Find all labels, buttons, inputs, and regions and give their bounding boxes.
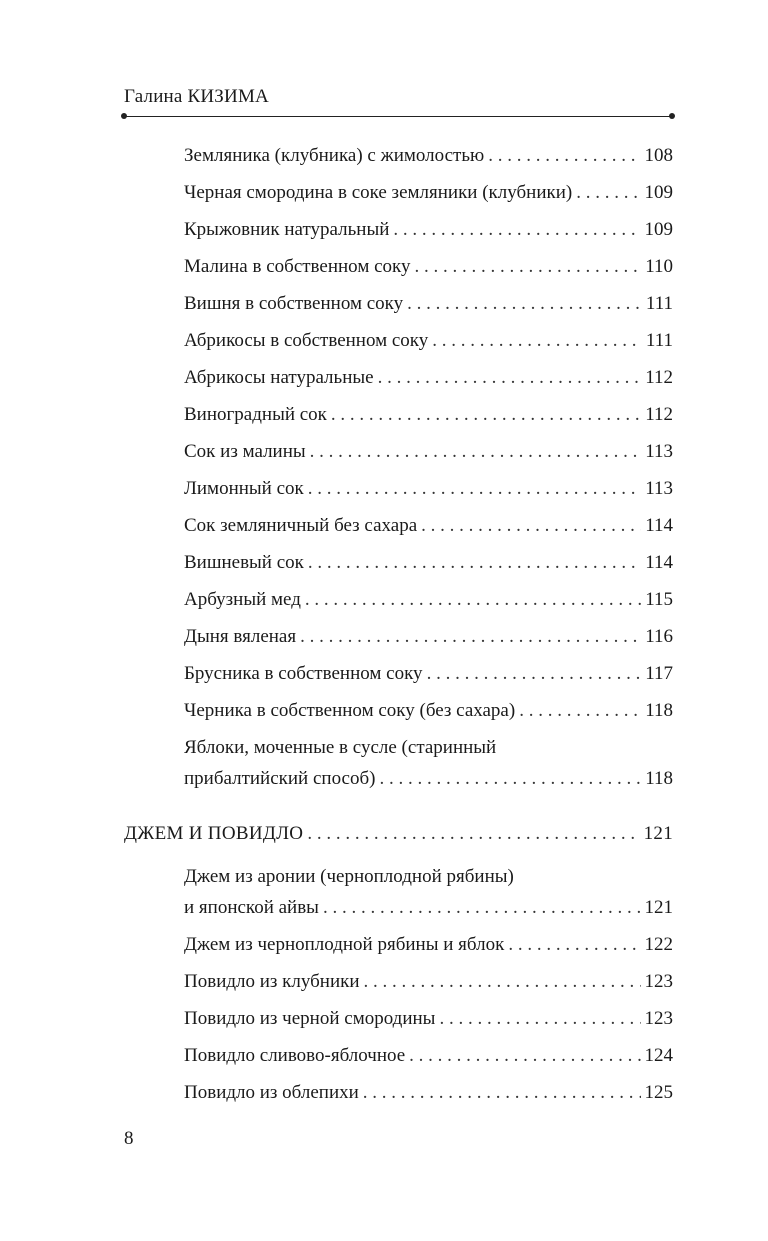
toc-entry-page: 113 (645, 441, 673, 462)
toc-entry (184, 584, 673, 615)
toc-entry-page: 116 (645, 626, 673, 647)
toc-entry-title: Абрикосы в собственном соку (184, 330, 429, 351)
toc-entry-title: Лимонный сок (184, 478, 304, 499)
toc-entry-page: 123 (644, 1008, 673, 1029)
toc-leader-dots (363, 1077, 641, 1108)
toc-entry (184, 547, 673, 578)
toc-entry-title: Земляника (клубника) с жимолостью (184, 145, 485, 166)
toc-leader-dots (378, 362, 642, 393)
toc-leader-dots (379, 763, 641, 794)
header-rule-dot-left (121, 113, 127, 119)
toc-entry (184, 929, 673, 960)
toc-entry (184, 399, 673, 430)
toc-entry-title: Вишневый сок (184, 552, 304, 573)
toc-entry-title: Сок из малины (184, 441, 306, 462)
toc-entry-page: 108 (644, 145, 673, 166)
toc-entry (184, 621, 673, 652)
header-rule-dot-right (669, 113, 675, 119)
toc-leader-dots (519, 695, 641, 726)
toc-entry-page: 118 (645, 768, 673, 789)
toc-leader-dots (415, 251, 642, 282)
toc-entry (184, 473, 673, 504)
toc-entry-title: Малина в собственном соку (184, 256, 411, 277)
toc-entry-page: 109 (644, 182, 673, 203)
toc-leader-dots (300, 621, 641, 652)
toc-entry-page: 110 (645, 256, 673, 277)
toc-entry-title: Черника в собственном соку (без сахара) (184, 700, 516, 721)
toc-entry-page: 118 (645, 700, 673, 721)
toc-entry-title: Повидло сливово-яблочное (184, 1045, 406, 1066)
toc-entry (184, 288, 673, 319)
toc-section-heading (124, 818, 673, 849)
page-number: 8 (124, 1128, 134, 1149)
toc-entry-page: 117 (645, 663, 673, 684)
table-of-contents (0, 140, 768, 1108)
toc-entry-title-line2: и японской айвы (184, 897, 319, 918)
toc-entry-title: Виноградный сок (184, 404, 327, 425)
toc-entry-page: 122 (644, 934, 673, 955)
toc-entry-title-line1: Джем из аронии (черноплодной рябины) (184, 866, 514, 887)
toc-leader-dots (364, 966, 641, 997)
toc-section-title: ДЖЕМ И ПОВИДЛО (124, 823, 304, 844)
toc-leader-dots (310, 436, 642, 467)
toc-entry-title: Брусника в собственном соку (184, 663, 423, 684)
toc-entry-title: Повидло из черной смородины (184, 1008, 436, 1029)
toc-entry-page: 123 (644, 971, 673, 992)
toc-leader-dots (576, 177, 640, 208)
toc-entry-title: Джем из черноплодной рябины и яблок (184, 934, 505, 955)
toc-entry-page: 112 (645, 404, 673, 425)
toc-leader-dots (305, 584, 641, 615)
toc-entry (184, 436, 673, 467)
toc-entry (184, 658, 673, 689)
toc-entry (184, 325, 673, 356)
toc-entry (184, 1077, 673, 1108)
toc-leader-dots (432, 325, 642, 356)
toc-leader-dots (427, 658, 642, 689)
toc-leader-dots (421, 510, 641, 541)
toc-section-page: 121 (643, 823, 673, 844)
toc-entry (184, 1040, 673, 1071)
toc-entry-title: Сок земляничный без сахара (184, 515, 418, 536)
toc-leader-dots (393, 214, 640, 245)
toc-leader-dots (439, 1003, 640, 1034)
toc-leader-dots (307, 818, 639, 849)
toc-entry-page: 114 (645, 515, 673, 536)
toc-entry-page: 124 (644, 1045, 673, 1066)
toc-leader-dots (331, 399, 641, 430)
toc-entry-page: 121 (644, 897, 673, 918)
toc-entry-title-line1: Яблоки, моченные в сусле (старинный (184, 737, 497, 758)
toc-leader-dots (488, 140, 640, 171)
toc-entry-page: 114 (645, 552, 673, 573)
toc-entry-title-line2: прибалтийский способ) (184, 768, 376, 789)
toc-entry-page: 125 (644, 1082, 673, 1103)
toc-leader-dots (409, 1040, 640, 1071)
toc-entry-page: 109 (644, 219, 673, 240)
running-head: Галина КИЗИМА (124, 86, 269, 107)
toc-leader-dots (407, 288, 642, 319)
toc-entry (184, 1003, 673, 1034)
toc-entry-title: Дыня вяленая (184, 626, 297, 647)
toc-leader-dots (323, 892, 641, 923)
toc-leader-dots (508, 929, 640, 960)
toc-entry-title: Арбузный мед (184, 589, 301, 610)
toc-entry-title: Вишня в собственном соку (184, 293, 404, 314)
toc-entry (184, 966, 673, 997)
toc-entry (184, 362, 673, 393)
toc-leader-dots (308, 473, 641, 504)
toc-entry (184, 140, 673, 171)
toc-entry-page: 113 (645, 478, 673, 499)
toc-entry-title: Повидло из облепихи (184, 1082, 359, 1103)
toc-entry-title: Черная смородина в соке земляники (клубники) (184, 182, 573, 203)
toc-entry-page: 112 (645, 367, 673, 388)
toc-entry-page: 115 (645, 589, 673, 610)
toc-entry (184, 861, 673, 923)
toc-entry-page: 111 (645, 293, 673, 314)
toc-entry (184, 510, 673, 541)
toc-entry (184, 732, 673, 794)
toc-entry (184, 251, 673, 282)
toc-entry-page: 111 (645, 330, 673, 351)
toc-entry-title: Абрикосы натуральные (184, 367, 374, 388)
toc-leader-dots (308, 547, 641, 578)
toc-entry-title: Повидло из клубники (184, 971, 360, 992)
toc-entry (184, 695, 673, 726)
toc-entry (184, 177, 673, 208)
toc-entry (184, 214, 673, 245)
toc-entry-title: Крыжовник натуральный (184, 219, 390, 240)
header-rule (124, 116, 672, 117)
